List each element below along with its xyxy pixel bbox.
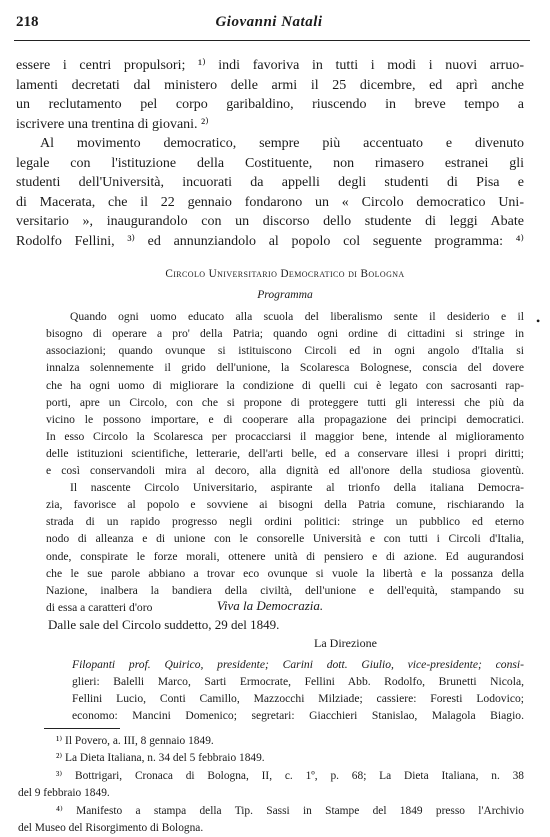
signer-line: economo: Mancini Domenico; segretari: Giacchieri Stanislao, Malagola Biagio. [72, 709, 524, 723]
manifesto-line: strada di un rapido progresso negli ordini politici: stringe un pubblico ed eterno [46, 515, 524, 529]
manifesto-line: porti, apre un Circolo, con che si propone di proteggere tutti gli interessi che più da [46, 395, 524, 409]
body-line: iscrivere una trentina di giovani. ²⁾ [16, 116, 209, 132]
body-line: Rodolfo Fellini, ³⁾ ed annunziandolo al popolo col seguente programma: ⁴⁾ [16, 233, 524, 249]
signer-line: Filopanti prof. Quirico, presidente; Carini dott. Giulio, vice-presidente; consi- [72, 658, 524, 671]
manifesto-line: associazioni; quando ovunque si istituiscono Circoli ed in ogni angolo d'Italia si [46, 344, 524, 358]
closing-block [16, 596, 524, 653]
manifesto-line: bisogno di operare a pro' della Patria; quando ogni ordine di cittadini si stringe in [46, 327, 524, 341]
manifesto-line: che ha ogni uomo di migliorare la condizione di quelli cui è legato con sacrosanti rap- [46, 378, 524, 392]
footnote-3: ³⁾ Bottrigari, Cronaca di Bologna, II, c. 1º, p. 68; La Dieta Italiana, n. 38 [56, 769, 524, 782]
signers-list [72, 656, 524, 724]
body-line: un reclutamento pel corpo garibaldino, riuscendo in breve tempo a [16, 97, 524, 112]
footnote-rule [44, 728, 120, 729]
footnote-2: ²⁾ La Dieta Italiana, n. 34 del 5 febbraio 1849. [56, 752, 265, 765]
manifesto-line: onde, conspirate le forze morali, ottenere unità di pensiero e di azione. Ed augurandosi [46, 549, 524, 563]
manifesto-line: delle istituzioni scientifiche, letterarie, dell'arti belle, ed a conservare illesi i propri diritti; [46, 446, 524, 460]
manifesto-line: che le sue parole abbiano a trovar eco ovunque si vuole la libertà e la possanza della [46, 566, 524, 580]
footnotes [16, 733, 524, 837]
manifesto-line: Quando ogni uomo educato alla scuola del liberalismo sente il desiderio e il [70, 310, 524, 324]
footnote-4-cont: del Museo del Risorgimento di Bologna. [18, 821, 204, 834]
manifesto-line: e così conservandoli mira al decoro, alla dignità ed all'onore della studiosa gioventù. [46, 464, 524, 478]
manifesto-line: di essa a caratteri d'oro [46, 600, 153, 614]
manifesto-line: vicino le possono importare, e di cooperare alla propagazione dei principi democratici. [46, 412, 524, 426]
manifesto-line: Nazione, inalbera la bandiera della civiltà, dell'unione e dell'equità, stampando su [46, 583, 524, 597]
footnote-3-cont: del 9 febbraio 1849. [18, 787, 110, 800]
manifesto-block [46, 266, 524, 616]
manifesto-text [46, 308, 524, 616]
header-rule [14, 40, 530, 41]
direction-label: La Direzione [314, 636, 377, 650]
running-head: Giovanni Natali [215, 14, 323, 30]
body-line: legale con l'istituzione della Costituente, non rimasero estranei gli [16, 155, 524, 171]
signer-line: glieri: Balelli Marco, Sarti Ermocrate, Fellini Abb. Rodolfo, Brunetti Nicola, [72, 675, 524, 689]
date-line: Dalle sale del Circolo suddetto, 29 del 1849. [48, 617, 280, 632]
body-line: di Macerata, che il 22 gennaio fondarono un « Circolo democratico Uni- [16, 194, 524, 210]
body-line: essere i centri propulsori; ¹⁾ indi favoriva in tutti i modi i nuovi arruo- [16, 58, 524, 73]
motto: Viva la Democrazia. [216, 598, 324, 613]
body-line: Al movimento democratico, sempre più accentuato e divenuto [40, 136, 524, 151]
manifesto-line: innalza solennemente il grido dell'unione, la Scolaresca Bolognese, conscia del dovere [46, 361, 524, 375]
margin-mark: • [536, 314, 541, 328]
body-text [16, 56, 524, 251]
manifesto-line: zia, favorisce al popolo e sovviene ai bisogni della Patria comune, rischiarando la [46, 498, 524, 512]
manifesto-line: nodo di alleanza e di unione con le consorelle Università e con tutti i Circoli d'Italia, [46, 532, 524, 546]
page-number: 218 [16, 14, 39, 30]
page-header [16, 14, 522, 36]
body-line: versitario », inaugurandolo con un discorso dello studente di leggi Abate [16, 214, 524, 229]
signer-line: Fellini Lucio, Conti Camillo, Mazzocchi Milziade; cassiere: Foresti Lodovico; [72, 692, 524, 706]
footnote-4: ⁴⁾ Manifesto a stampa della Tip. Sassi in Stampe del 1849 presso l'Archivio [56, 804, 524, 817]
manifesto-line: Il nascente Circolo Universitario, aspirante al trionfo della italiana Democra- [70, 481, 524, 495]
body-line: lamenti decretati dal ministero delle armi il 25 dicembre, ed aprì anche [16, 77, 524, 93]
body-line: studenti dell'Università, incuorati da appelli degli studenti di Pisa e [16, 175, 524, 190]
manifesto-line: In esso Circolo la Scolaresca per procacciarsi il maggior bene, intende al miglioramento [46, 429, 524, 443]
manifesto-title: Circolo Universitario Democratico di Bologna [165, 268, 405, 280]
footnote-1: ¹⁾ Il Povero, a. III, 8 gennaio 1849. [56, 735, 214, 747]
manifesto-subtitle: Programma [257, 288, 313, 302]
